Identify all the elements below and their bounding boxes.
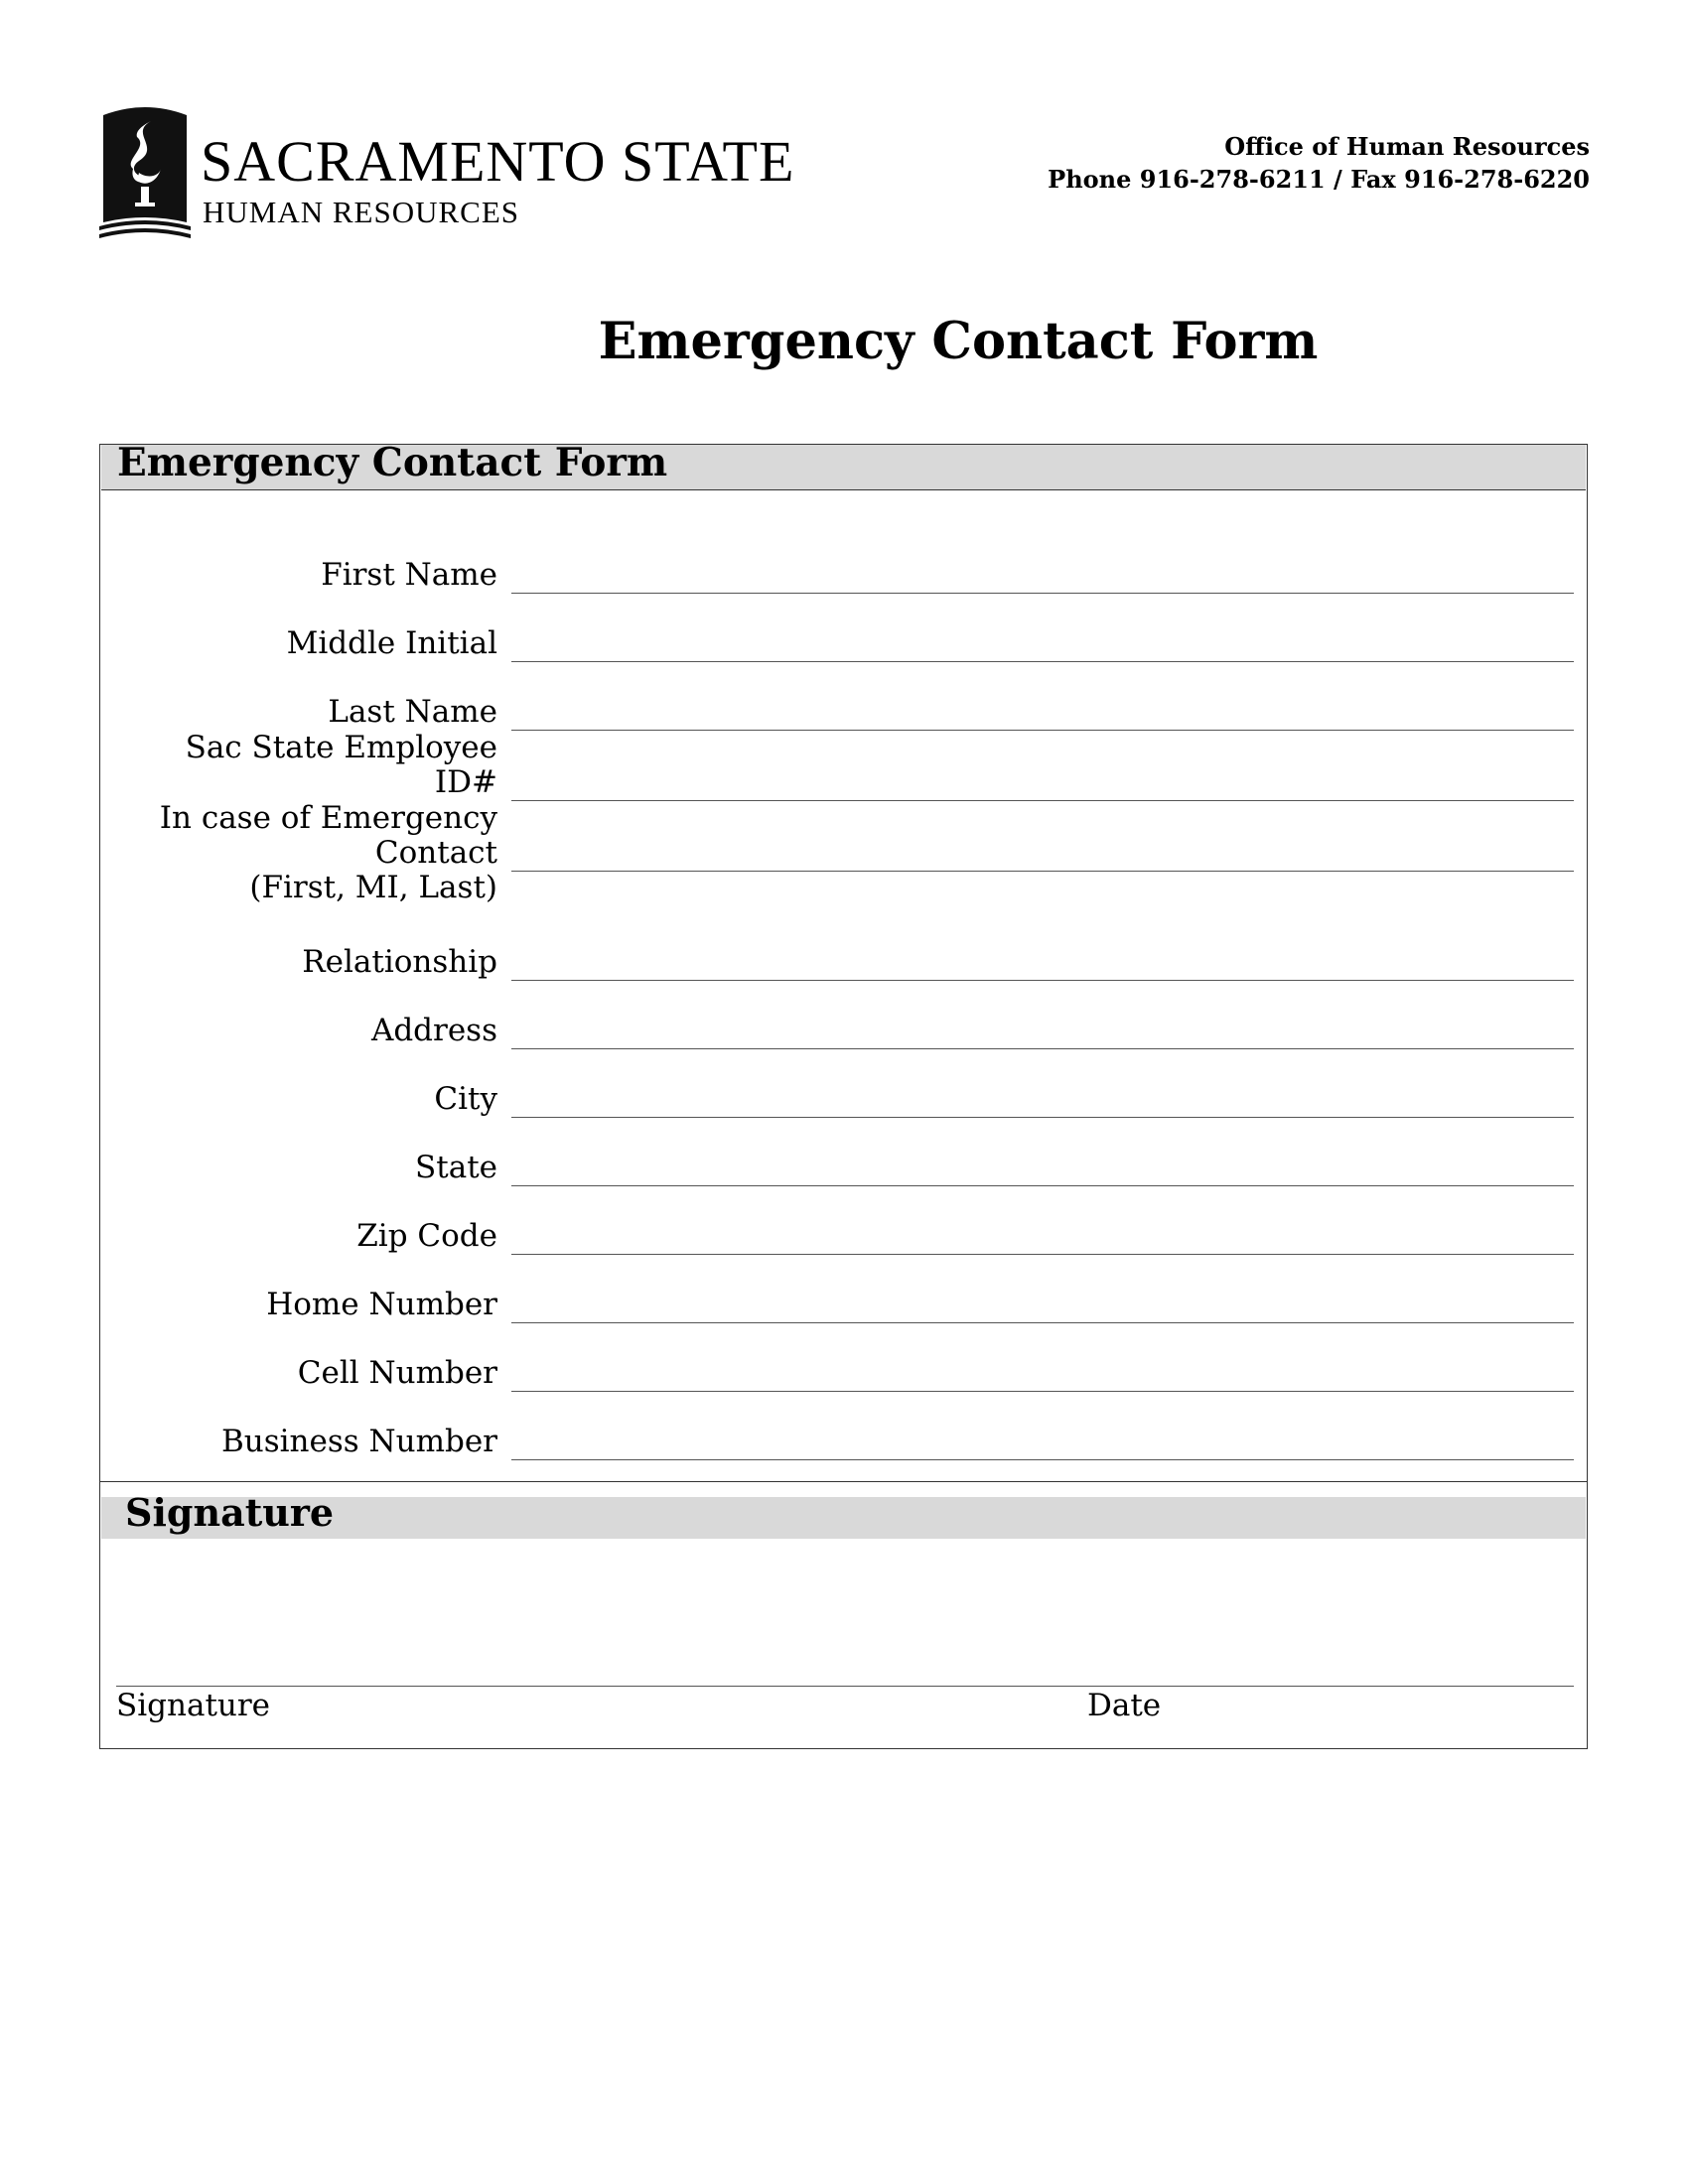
last-name-field[interactable] xyxy=(511,730,1574,731)
relationship-field[interactable] xyxy=(511,980,1574,981)
office-info xyxy=(1048,130,1590,196)
office-name: Office of Human Resources xyxy=(1224,132,1590,161)
middle-initial-field[interactable] xyxy=(511,661,1574,662)
sacramento-state-logo xyxy=(99,103,814,242)
signature-section xyxy=(99,1481,1588,1749)
city-field[interactable] xyxy=(511,1117,1574,1118)
logo-subtitle: HUMAN RESOURCES xyxy=(203,195,520,229)
label-home-number: Home Number xyxy=(266,1287,497,1322)
section-header-emergency-contact: Emergency Contact Form xyxy=(101,445,1586,490)
label-business-number: Business Number xyxy=(220,1424,497,1459)
label-last-name: Last Name xyxy=(328,694,497,730)
section-header-signature: Signature xyxy=(101,1497,1586,1539)
employee-id-field[interactable] xyxy=(511,800,1574,801)
label-zip-code: Zip Code xyxy=(356,1218,497,1254)
signature-date-field[interactable] xyxy=(116,1686,1574,1687)
page-title: Emergency Contact Form xyxy=(598,312,1319,371)
cell-number-field[interactable] xyxy=(511,1391,1574,1392)
signature-label: Signature xyxy=(116,1688,271,1723)
zip-code-field[interactable] xyxy=(511,1254,1574,1255)
torch-seal-icon xyxy=(99,103,191,242)
home-number-field[interactable] xyxy=(511,1322,1574,1323)
label-cell-number: Cell Number xyxy=(297,1355,497,1391)
label-state: State xyxy=(415,1150,497,1185)
logo-wordmark: SACRAMENTO STATE xyxy=(201,129,795,194)
label-city: City xyxy=(434,1081,497,1117)
label-middle-initial: Middle Initial xyxy=(286,625,497,661)
label-emergency-contact: In case of Emergency Contact (First, MI, Last) xyxy=(159,800,497,905)
date-label: Date xyxy=(1087,1688,1162,1723)
business-number-field[interactable] xyxy=(511,1459,1574,1460)
label-relationship: Relationship xyxy=(302,944,497,980)
label-first-name: First Name xyxy=(321,557,497,593)
emergency-contact-field[interactable] xyxy=(511,871,1574,872)
first-name-field[interactable] xyxy=(511,593,1574,594)
label-employee-id: Sac State Employee ID# xyxy=(185,730,497,800)
office-contact: Phone 916-278-6211 / Fax 916-278-6220 xyxy=(1048,165,1590,194)
state-field[interactable] xyxy=(511,1185,1574,1186)
address-field[interactable] xyxy=(511,1048,1574,1049)
label-address: Address xyxy=(370,1013,497,1048)
